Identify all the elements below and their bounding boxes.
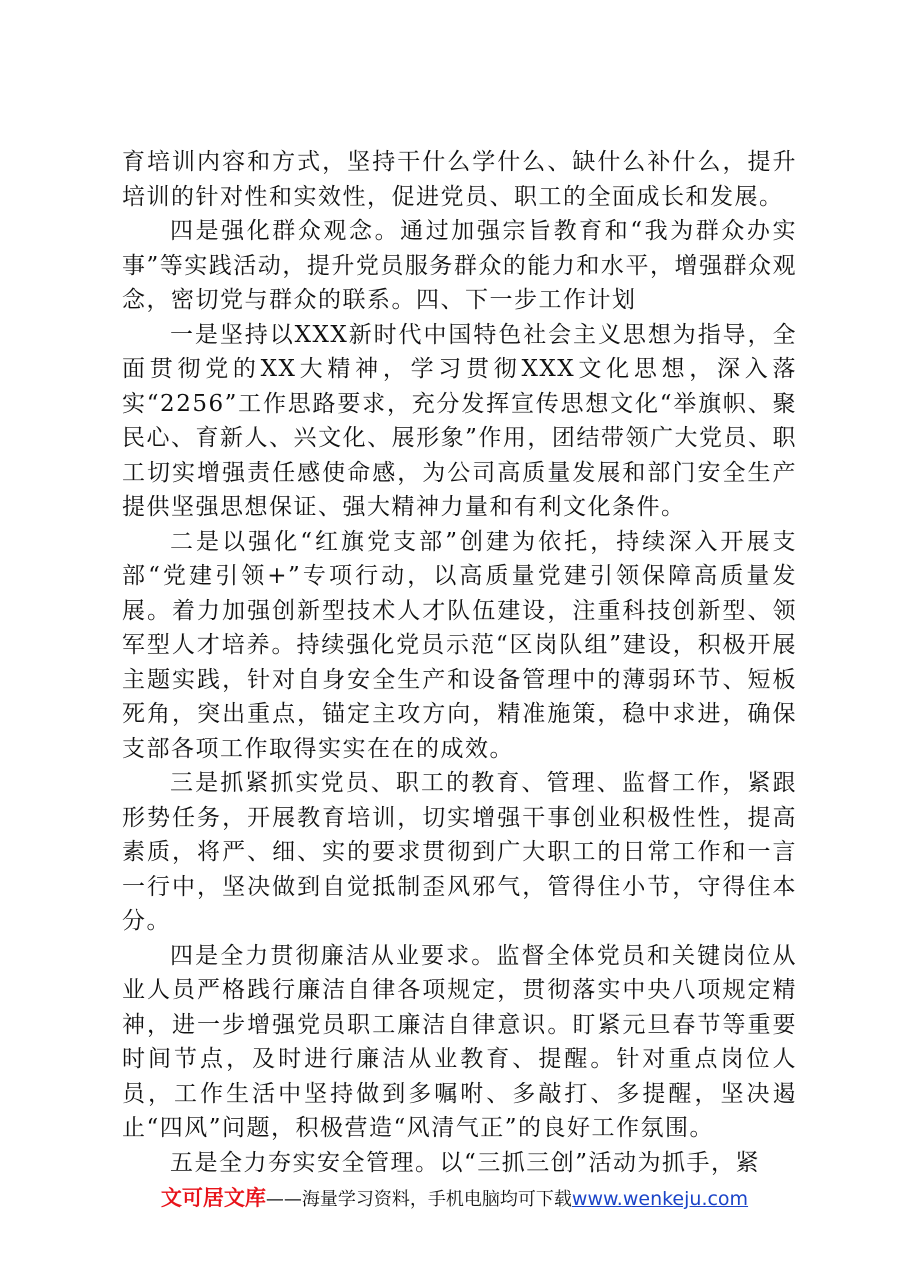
paragraph: 四是强化群众观念。通过加强宗旨教育和“我为群众办实事”等实践活动，提升党员服务群众的能力和水平，增强群众观念，密切党与群众的联系。四、下一步工作计划: [122, 218, 797, 313]
paragraph: 育培训内容和方式，坚持干什么学什么、缺什么补什么，提升培训的针对性和实效性，促进党员、职工的全面成长和发展。: [122, 149, 797, 210]
document-body: [122, 145, 797, 1180]
paragraph: 三是抓紧抓实党员、职工的教育、管理、监督工作，紧跟形势任务，开展教育培训，切实增强干事创业积极性性，提高素质，将严、细、实的要求贯彻到广大职工的日常工作和一言一行中，坚决做到自觉抵制歪风邪气，管得住小节，守得住本分。: [122, 770, 797, 934]
paragraph: 一是坚持以XXX新时代中国特色社会主义思想为指导，全面贯彻党的XX大精神，学习贯彻XXX文化思想，深入落实“2256”工作思路要求，充分发挥宣传思想文化“举旗帜、聚民心、育新人、兴文化、展形象”作用，团结带领广大党员、职工切实增强责任感使命感，为公司高质量发展和部门安全生产提供坚强思想保证、强大精神力量和有利文化条件。: [122, 321, 797, 520]
footer-slogan: ——海量学习资料，手机电脑均可下载: [265, 1189, 572, 1210]
footer-banner: [0, 1182, 909, 1212]
footer-brand: 文可居文库: [160, 1186, 266, 1210]
paragraph: 四是全力贯彻廉洁从业要求。监督全体党员和关键岗位从业人员严格践行廉洁自律各项规定，贯彻落实中央八项规定精神，进一步增强党员职工廉洁自律意识。盯紧元旦春节等重要时间节点，及时进行廉洁从业教育、提醒。针对重点岗位人员，工作生活中坚持做到多嘱咐、多敲打、多提醒，坚决遏止“四风”问题，积极营造“风清气正”的良好工作氛围。: [122, 942, 797, 1141]
footer-site-link[interactable]: www.wenkeju.com: [571, 1188, 749, 1210]
paragraph: 五是全力夯实安全管理。以“三抓三创”活动为抓手，紧: [170, 1149, 761, 1176]
paragraph: 二是以强化“红旗党支部”创建为依托，持续深入开展支部“党建引领+”专项行动，以高质量党建引领保障高质量发展。着力加强创新型技术人才队伍建设，注重科技创新型、领军型人才培养。持续强化党员示范“区岗队组”建设，积极开展主题实践，针对自身安全生产和设备管理中的薄弱环节、短板死角，突出重点，锚定主攻方向，精准施策，稳中求进，确保支部各项工作取得实实在在的成效。: [122, 528, 797, 762]
